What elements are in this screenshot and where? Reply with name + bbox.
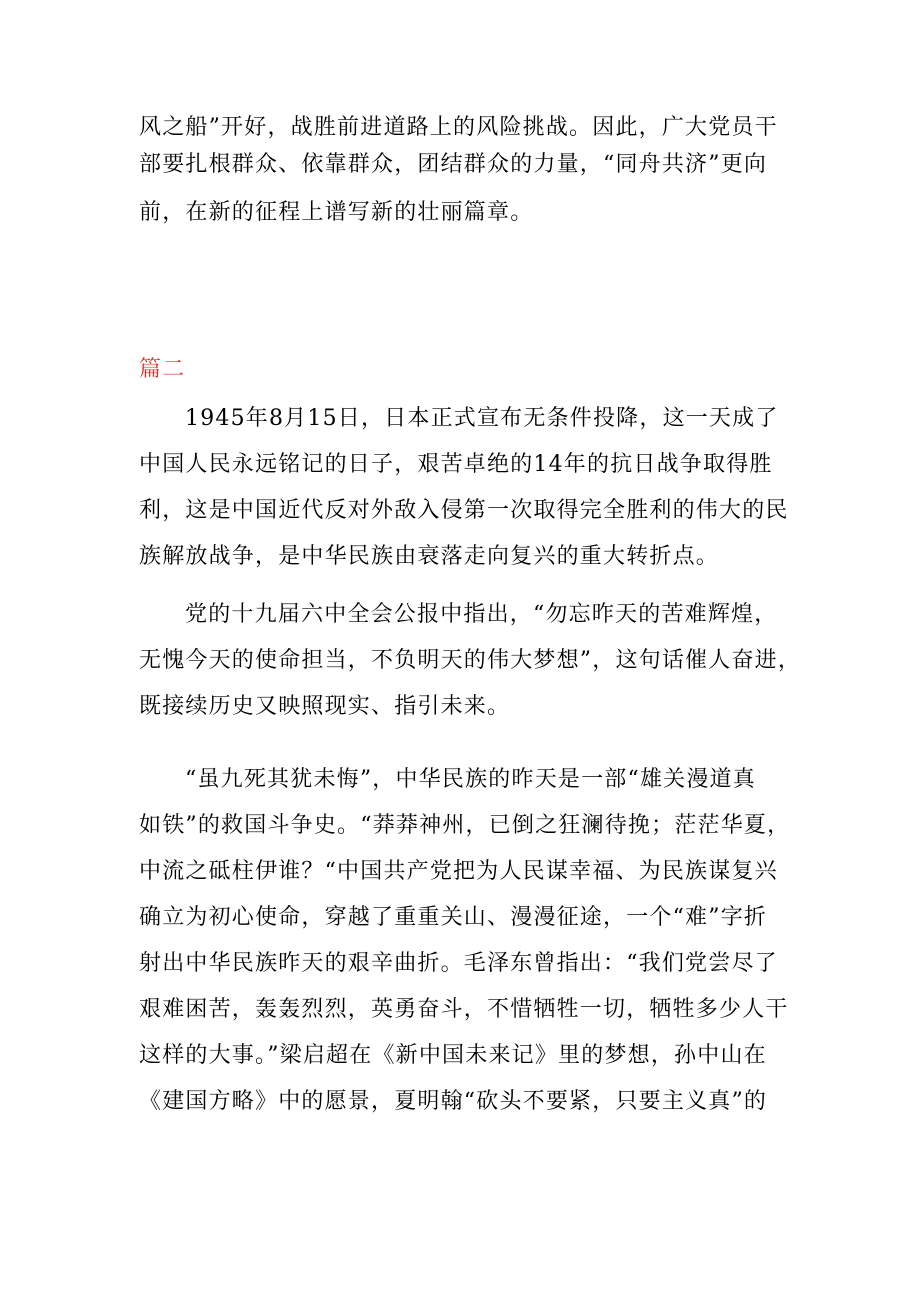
text-line: 射出中华民族昨天的艰辛曲折。毛泽东曾指出：“我们党尝尽了 — [139, 951, 778, 976]
text-line: 党的十九届六中全会公报中指出，“勿忘昨天的苦难辉煌， — [185, 602, 778, 627]
text-line: 族解放战争，是中华民族由衰落走向复兴的重大转折点。 — [139, 544, 720, 569]
section-heading: 篇二 — [139, 357, 186, 382]
text-line: 中流之砥柱伊谁？“中国共产党把为人民谋幸福、为民族谋复兴 — [139, 859, 778, 884]
text-line: 艰难困苦，轰轰烈烈，英勇奋斗，不惜牺牲一切，牺牲多少人干 — [139, 997, 789, 1022]
text-line: 1945年8月15日，日本正式宣布无条件投降，这一天成了 — [185, 406, 779, 431]
text-line: 既接续历史又映照现实、指引未来。 — [139, 694, 511, 719]
text-line: 前，在新的征程上谱写新的壮丽篇章。 — [139, 200, 534, 225]
text-line: 利，这是中国近代反对外敌入侵第一次取得完全胜利的伟大的民 — [139, 498, 789, 523]
text-line: 《建国方略》中的愿景，夏明翰“砍头不要紧，只要主义真”的 — [139, 1089, 768, 1114]
text-line: 确立为初心使命，穿越了重重关山、漫漫征途，一个“难”字折 — [139, 905, 768, 930]
text-line: 部要扎根群众、依靠群众，团结群众的力量，“同舟共济”更向 — [139, 152, 768, 177]
text-line: 这样的大事。”梁启超在《新中国未来记》里的梦想，孙中山在 — [139, 1043, 767, 1068]
text-line: “虽九死其犹未悔”，中华民族的昨天是一部“雄关漫道真 — [185, 767, 756, 792]
text-line: 无愧今天的使命担当，不负明天的伟大梦想”，这句话催人奋进， — [139, 648, 802, 673]
text-line: 风之船”开好，战胜前进道路上的风险挑战。因此，广大党员干 — [139, 115, 778, 140]
text-line: 中国人民永远铭记的日子，艰苦卓绝的14年的抗日战争取得胜 — [139, 452, 773, 477]
text-line: 如铁”的救国斗争史。“莽莽神州，已倒之狂澜待挽；茫茫华夏， — [139, 813, 791, 838]
